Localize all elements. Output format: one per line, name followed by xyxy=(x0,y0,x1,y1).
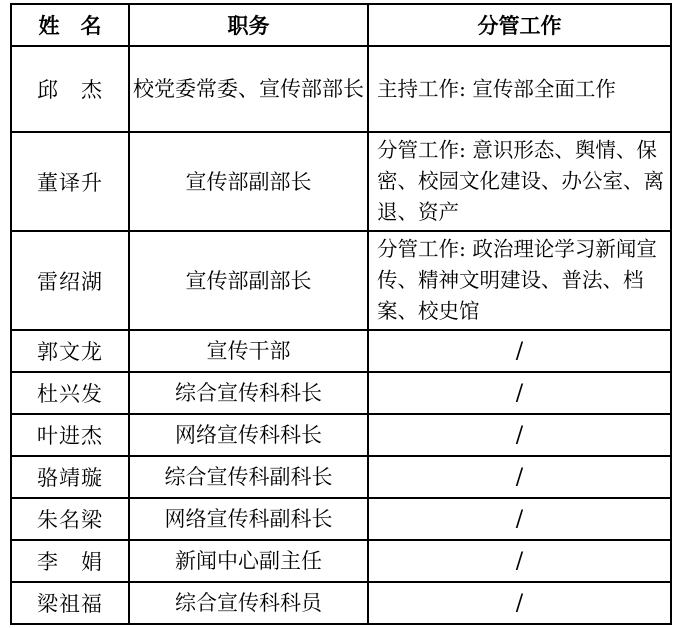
position-cell: 网络宣传科副科长 xyxy=(129,498,368,540)
header-position: 职务 xyxy=(129,4,368,46)
duties-cell: 分管工作: 意识形态、舆情、保密、校园文化建设、办公室、离退、资产 xyxy=(368,132,671,231)
name-cell: 邱 杰 xyxy=(11,46,129,132)
name-cell: 李 娟 xyxy=(11,540,129,582)
position-cell: 新闻中心副主任 xyxy=(129,540,368,582)
duties-cell: / xyxy=(368,540,671,582)
header-duties: 分管工作 xyxy=(368,4,671,46)
duties-cell: / xyxy=(368,330,671,372)
table-row xyxy=(11,456,671,498)
table-row xyxy=(11,414,671,456)
name-cell: 梁祖福 xyxy=(11,582,129,624)
table-row xyxy=(11,540,671,582)
position-cell: 网络宣传科科长 xyxy=(129,414,368,456)
header-name: 姓 名 xyxy=(11,4,129,46)
duties-cell: / xyxy=(368,582,671,624)
position-cell: 校党委常委、宣传部部长 xyxy=(129,46,368,132)
position-cell: 宣传干部 xyxy=(129,330,368,372)
position-cell: 宣传部副部长 xyxy=(129,132,368,231)
staff-duties-table xyxy=(10,3,672,625)
table-row xyxy=(11,498,671,540)
duties-cell: 主持工作: 宣传部全面工作 xyxy=(368,46,671,132)
name-cell: 董译升 xyxy=(11,132,129,231)
table-row xyxy=(11,582,671,624)
name-cell: 骆靖璇 xyxy=(11,456,129,498)
duties-cell: / xyxy=(368,414,671,456)
header-row xyxy=(11,4,671,46)
position-cell: 综合宣传科副科长 xyxy=(129,456,368,498)
position-cell: 宣传部副部长 xyxy=(129,231,368,330)
name-cell: 郭文龙 xyxy=(11,330,129,372)
table-row xyxy=(11,132,671,231)
table-row xyxy=(11,330,671,372)
duties-cell: / xyxy=(368,498,671,540)
table-row xyxy=(11,231,671,330)
duties-cell: / xyxy=(368,456,671,498)
name-cell: 杜兴发 xyxy=(11,372,129,414)
position-cell: 综合宣传科科员 xyxy=(129,582,368,624)
name-cell: 叶进杰 xyxy=(11,414,129,456)
table-row xyxy=(11,372,671,414)
name-cell: 朱名梁 xyxy=(11,498,129,540)
table-row xyxy=(11,46,671,132)
duties-cell: 分管工作: 政治理论学习新闻宣传、精神文明建设、普法、档案、校史馆 xyxy=(368,231,671,330)
position-cell: 综合宣传科科长 xyxy=(129,372,368,414)
name-cell: 雷绍湖 xyxy=(11,231,129,330)
duties-cell: / xyxy=(368,372,671,414)
